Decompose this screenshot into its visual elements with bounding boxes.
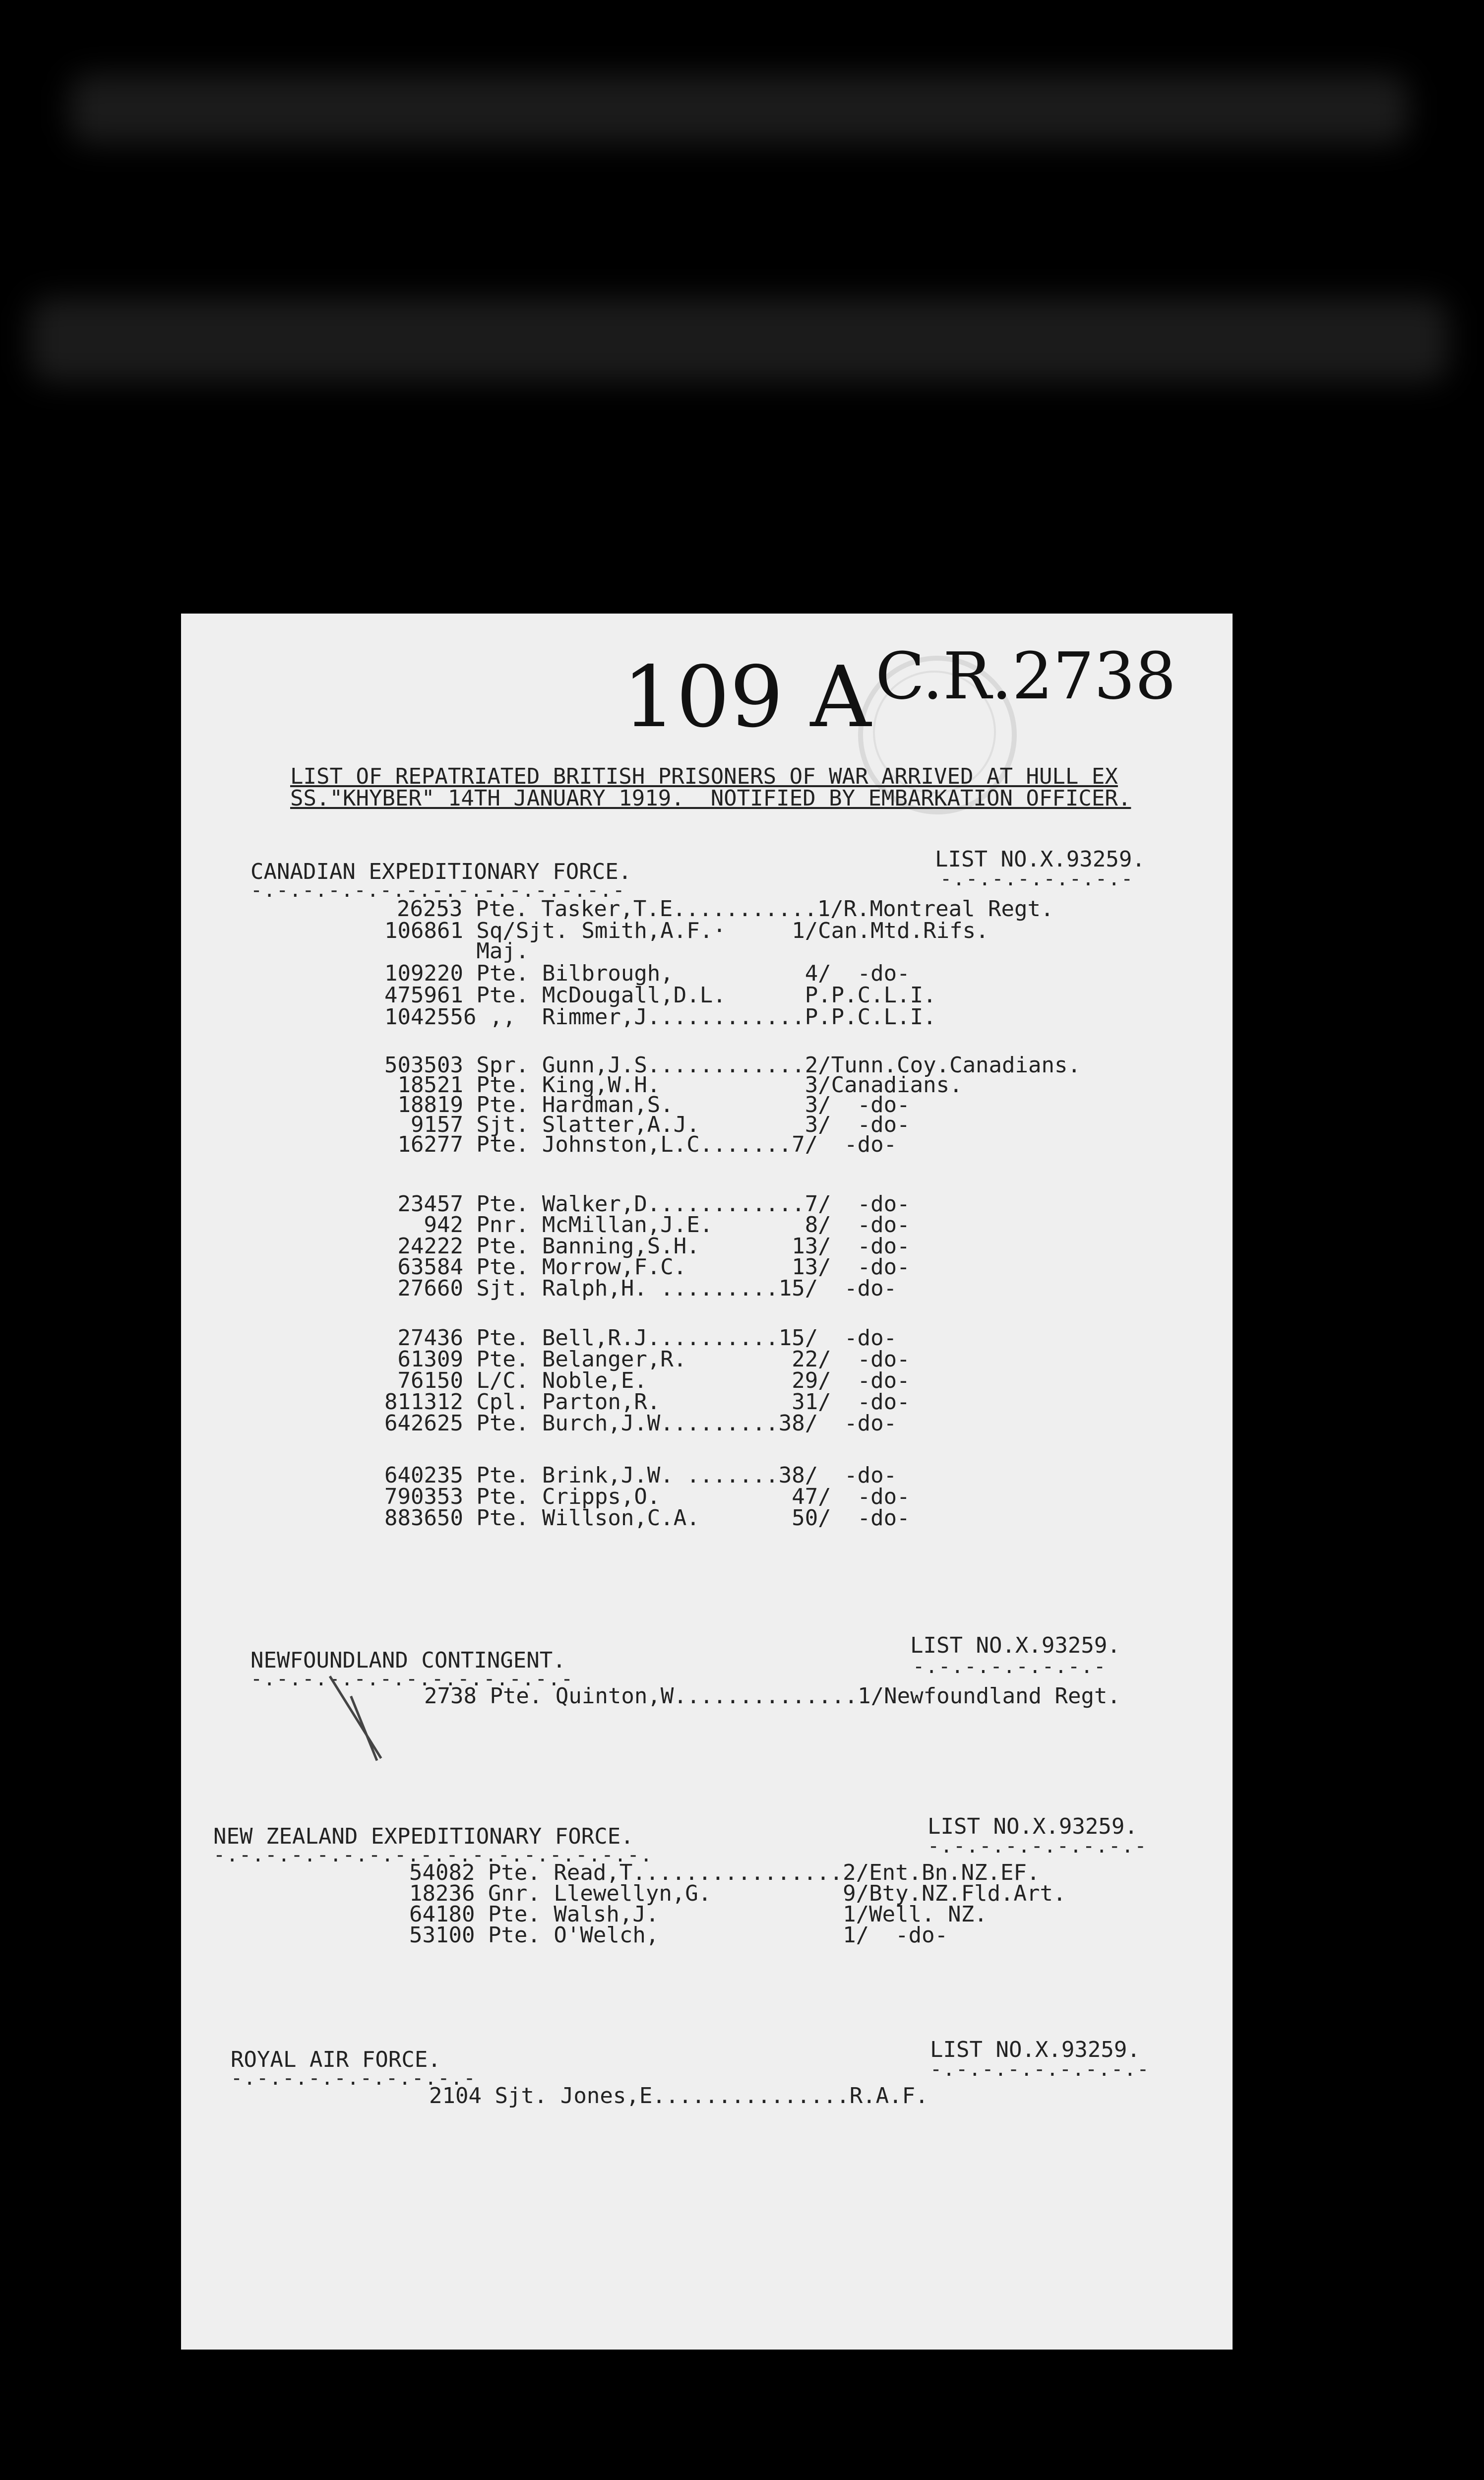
handwritten-file-mark: 109 A <box>622 648 871 746</box>
underline-dashes: -.-.-.-.-.-.-.-.-.- <box>231 2067 477 2090</box>
section-heading: ROYAL AIR FORCE. <box>231 2047 441 2072</box>
document-title-line2: SS."KHYBER" 14TH JANUARY 1919. NOTIFIED BY EMBARKATION OFFICER. <box>290 786 1131 811</box>
table-row: 61309 Pte. Belanger,R. 22/ -do- <box>384 1347 910 1372</box>
table-row: 109220 Pte. Bilbrough, 4/ -do- <box>384 961 910 986</box>
document-sheet <box>181 614 1233 2350</box>
table-row: 883650 Pte. Willson,C.A. 50/ -do- <box>384 1505 910 1531</box>
underline-dashes: -.-.-.-.-.-.-.-.-.-.-.-.-.-.-.-.-. <box>213 1844 653 1866</box>
table-row: 54082 Pte. Read,T................2/Ent.Bn.NZ.EF. <box>409 1860 1040 1885</box>
section-heading: CANADIAN EXPEDITIONARY FORCE. <box>250 859 632 884</box>
table-row: 642625 Pte. Burch,J.W.........38/ -do- <box>384 1411 897 1436</box>
table-row: 790353 Pte. Cripps,O. 47/ -do- <box>384 1484 910 1509</box>
table-row: 503503 Spr. Gunn,J.S............2/Tunn.Coy.Canadians. <box>384 1053 1081 1078</box>
section-heading: NEWFOUNDLAND CONTINGENT. <box>250 1648 566 1673</box>
underline-dashes: -.-.-.-.-.-.-.- <box>913 1655 1107 1678</box>
section-list-no: LIST NO.X.93259. <box>910 1633 1120 1658</box>
table-row: 26253 Pte. Tasker,T.E...........1/R.Montreal Regt. <box>397 896 1054 922</box>
table-row: 64180 Pte. Walsh,J. 1/Well. NZ. <box>409 1902 988 1927</box>
table-row: 24222 Pte. Banning,S.H. 13/ -do- <box>384 1234 910 1259</box>
table-row: 18819 Pte. Hardman,S. 3/ -do- <box>384 1092 910 1117</box>
document-title-line1: LIST OF REPATRIATED BRITISH PRISONERS OF WAR ARRIVED AT HULL EX <box>290 764 1118 789</box>
blurred-header-band <box>30 298 1448 382</box>
section-list-no: LIST NO.X.93259. <box>930 2037 1140 2062</box>
table-row: 942 Pnr. McMillan,J.E. 8/ -do- <box>384 1212 910 1238</box>
handwritten-cr-mark: C.R.2738 <box>875 638 1176 714</box>
table-row: 9157 Sjt. Slatter,A.J. 3/ -do- <box>384 1112 910 1137</box>
underline-dashes: -.-.-.-.-.-.-.-.- <box>930 2058 1150 2081</box>
table-row: 76150 L/C. Noble,E. 29/ -do- <box>384 1368 910 1393</box>
section-list-no: LIST NO.X.93259. <box>935 847 1145 872</box>
table-row: 2738 Pte. Quinton,W..............1/Newfoundland Regt. <box>424 1683 1120 1709</box>
handwritten-cross-mark <box>350 1696 378 1761</box>
section-heading: NEW ZEALAND EXPEDITIONARY FORCE. <box>213 1824 634 1849</box>
table-row: 475961 Pte. McDougall,D.L. P.P.C.L.I. <box>384 983 936 1008</box>
section-list-no: LIST NO.X.93259. <box>928 1814 1138 1839</box>
table-row: 1042556 ,, Rimmer,J............P.P.C.L.I. <box>384 1004 936 1030</box>
table-row: 2104 Sjt. Jones,E...............R.A.F. <box>429 2083 928 2108</box>
table-row: 640235 Pte. Brink,J.W. .......38/ -do- <box>384 1463 897 1488</box>
table-row: 63584 Pte. Morrow,F.C. 13/ -do- <box>384 1254 910 1280</box>
table-row: Maj. <box>384 938 529 964</box>
table-row: 106861 Sq/Sjt. Smith,A.F.· 1/Can.Mtd.Rifs. <box>384 918 989 943</box>
underline-dashes: -.-.-.-.-.-.-.- <box>940 868 1134 890</box>
underline-dashes: -.-.-.-.-.-.-.-.-.-.-.-.-.-.- <box>250 879 626 902</box>
underline-dashes: -.-.-.-.-.-.-.-.-.-.-.-.- <box>250 1668 574 1690</box>
table-row: 18521 Pte. King,W.H. 3/Canadians. <box>384 1072 963 1098</box>
underline-dashes: -.-.-.-.-.-.-.-.- <box>928 1835 1148 1858</box>
table-row: 23457 Pte. Walker,D............7/ -do- <box>384 1191 910 1217</box>
table-row: 53100 Pte. O'Welch, 1/ -do- <box>409 1922 948 1948</box>
table-row: 18236 Gnr. Llewellyn,G. 9/Bty.NZ.Fld.Art. <box>409 1881 1066 1906</box>
table-row: 27660 Sjt. Ralph,H. .........15/ -do- <box>384 1276 897 1301</box>
table-row: 811312 Cpl. Parton,R. 31/ -do- <box>384 1389 910 1415</box>
table-row: 16277 Pte. Johnston,L.C.......7/ -do- <box>384 1132 897 1157</box>
table-row: 27436 Pte. Bell,R.J..........15/ -do- <box>384 1325 897 1351</box>
blurred-header-band <box>69 74 1409 144</box>
